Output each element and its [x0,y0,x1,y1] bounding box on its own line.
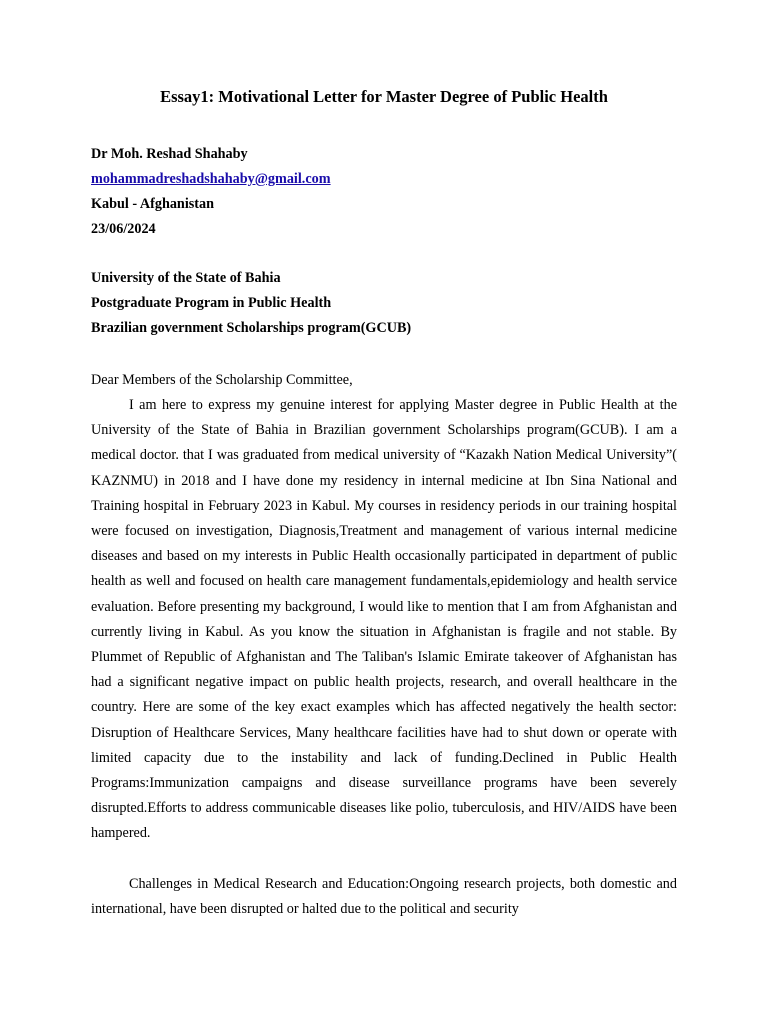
body-paragraph-1: I am here to express my genuine interest for applying Master degree in Public Health at the University of the State of Bahia in Brazilian government Scholarships program(GCUB). I am a medical doctor. that I was graduated from medical university of “Kazakh Nation Medical University”( KAZNMU) in 2018 and I have done my residency in internal medicine at Ibn Sina National and Training hospital in February 2023 in Kabul. My courses in residency periods in our training hospital were focused on investigation, Diagnosis,Treatment and management of various internal medicine diseases and based on my interests in Public Health occasionally participated in department of public health as well and focused on health care management fundamentals,epidemiology and health service evaluation. Before presenting my background, I would like to mention that I am from Afghanistan and currently living in Kabul. As you know the situation in Afghanistan is fragile and not stable. By Plummet of Republic of Afghanistan and The Taliban's Islamic Emirate takeover of Afghanistan has had a significant negative impact on public health projects, research, and overall healthcare in the country. Here are some of the key exact examples which has affected negatively the health sector: Disruption of Healthcare Services, Many healthcare facilities have had to shut down or operate with limited capacity due to the instability and lack of funding.Declined in Public Health Programs:Immunization campaigns and disease surveillance programs have been severely disrupted.Efforts to address communicable diseases like polio, tuberculosis, and HIV/AIDS have been hampered. [91,397,677,842]
sender-block [91,142,677,242]
sender-location: Kabul - Afghanistan [91,196,214,212]
document-title: Essay1: Motivational Letter for Master Degree of Public Health [160,87,608,106]
recipient-block [91,266,677,341]
sender-email-line [91,167,677,192]
recipient-scholarship: Brazilian government Scholarships program(GCUB) [91,320,412,336]
letter-date: 23/06/2024 [91,221,156,237]
sender-email-link[interactable]: mohammadreshadshahaby@gmail.com [91,171,331,187]
recipient-program: Postgraduate Program in Public Health [91,295,332,311]
document-page [91,0,677,1024]
recipient-university: University of the State of Bahia [91,270,281,286]
salutation: Dear Members of the Scholarship Committee, [91,372,353,388]
body-paragraph-2: Challenges in Medical Research and Education:Ongoing research projects, both domestic and international, have been disrupted or halted due to the political and security [91,876,677,918]
sender-name: Dr Moh. Reshad Shahaby [91,146,248,162]
